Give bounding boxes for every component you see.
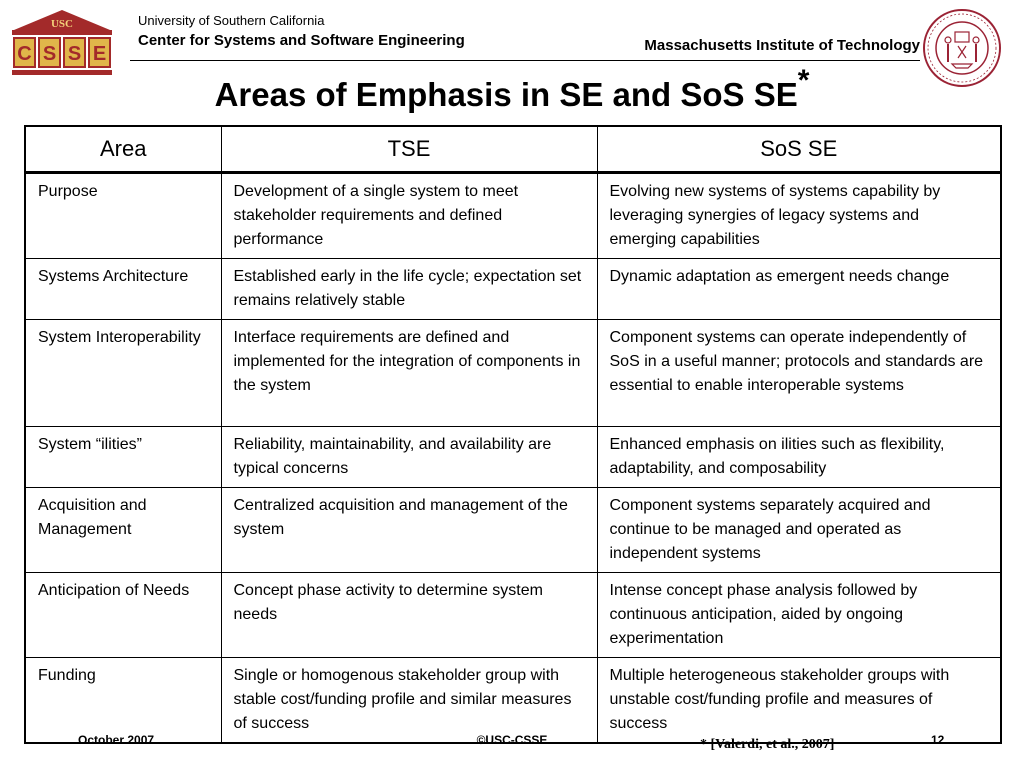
tse-cell: Single or homogenous stakeholder group with stable cost/funding profile and similar measures of success <box>221 658 597 744</box>
mit-name: Massachusetts Institute of Technology <box>644 37 920 54</box>
tse-cell: Development of a single system to meet stakeholder requirements and defined performance <box>221 173 597 259</box>
column-header-sos-se: SoS SE <box>597 126 1001 173</box>
tse-cell: Interface requirements are defined and implemented for the integration of components in the system <box>221 320 597 427</box>
footer-citation: * [Valerdi, et al., 2007] <box>700 737 835 752</box>
table-header-row <box>25 126 1001 173</box>
tse-cell: Concept phase activity to determine system needs <box>221 573 597 658</box>
comparison-table <box>24 125 1002 744</box>
area-cell: Funding <box>25 658 221 744</box>
sos-se-cell: Multiple heterogeneous stakeholder groups with unstable cost/funding profile and measures of success <box>597 658 1001 744</box>
table-row <box>25 658 1001 744</box>
title-footnote-mark: * <box>797 64 810 97</box>
logo-top-text: USC <box>50 18 74 30</box>
tse-cell: Centralized acquisition and management of the system <box>221 488 597 573</box>
tse-cell: Established early in the life cycle; expectation set remains relatively stable <box>221 259 597 320</box>
slide-title <box>0 64 1024 114</box>
footer-copyright: ©USC-CSSE <box>476 733 548 747</box>
sos-se-cell: Component systems separately acquired and continue to be managed and operated as independent systems <box>597 488 1001 573</box>
header-divider <box>130 60 920 61</box>
university-name: University of Southern California <box>138 13 325 28</box>
column-header-tse: TSE <box>221 126 597 173</box>
table-row <box>25 427 1001 488</box>
footer-date: October 2007 <box>78 733 155 747</box>
area-cell: Anticipation of Needs <box>25 573 221 658</box>
tse-cell: Reliability, maintainability, and availability are typical concerns <box>221 427 597 488</box>
sos-se-cell: Dynamic adaptation as emergent needs change <box>597 259 1001 320</box>
table-row <box>25 488 1001 573</box>
table-row <box>25 573 1001 658</box>
center-name: Center for Systems and Software Engineering <box>138 32 465 49</box>
column-header-area: Area <box>25 126 221 173</box>
logo-letter: S <box>42 43 57 65</box>
area-cell: Systems Architecture <box>25 259 221 320</box>
table-row <box>25 320 1001 427</box>
comparison-table-container <box>24 125 1000 732</box>
table-row <box>25 259 1001 320</box>
sos-se-cell: Intense concept phase analysis followed by continuous anticipation, aided by ongoing experimentation <box>597 573 1001 658</box>
logo-letter: S <box>67 43 82 65</box>
sos-se-cell: Evolving new systems of systems capability by leveraging synergies of legacy systems and emerging capabilities <box>597 173 1001 259</box>
usc-csse-logo <box>6 8 118 76</box>
area-cell: Acquisition and Management <box>25 488 221 573</box>
area-cell: Purpose <box>25 173 221 259</box>
title-text: Areas of Emphasis in SE and SoS SE <box>214 76 798 113</box>
page-number: 12 <box>931 733 945 747</box>
logo-letter: E <box>92 43 107 65</box>
sos-se-cell: Enhanced emphasis on ilities such as flexibility, adaptability, and composability <box>597 427 1001 488</box>
logo-letters <box>14 38 110 67</box>
table-row <box>25 173 1001 259</box>
area-cell: System Interoperability <box>25 320 221 427</box>
logo-letter: C <box>17 43 32 65</box>
area-cell: System “ilities” <box>25 427 221 488</box>
sos-se-cell: Component systems can operate independently of SoS in a useful manner; protocols and standards are essential to enable interoperable systems <box>597 320 1001 427</box>
